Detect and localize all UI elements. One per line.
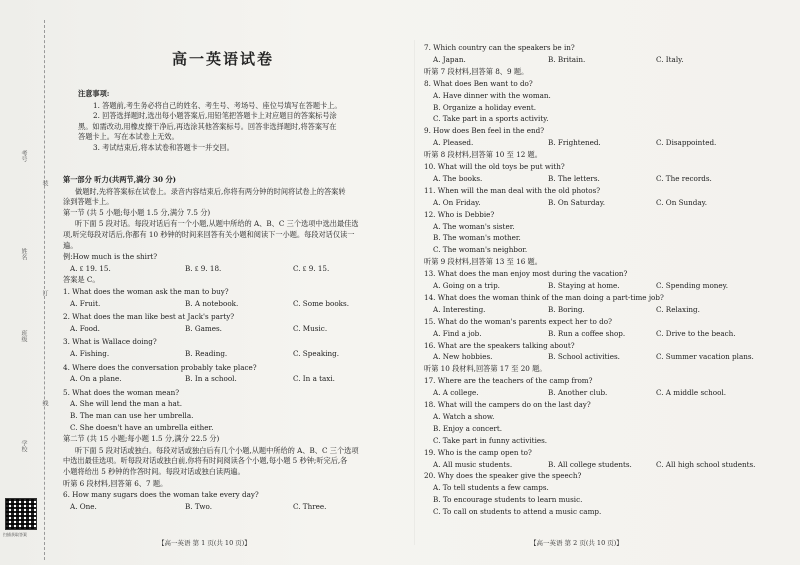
question-option: A. Food. <box>70 323 100 333</box>
question-option: C. On Sunday. <box>656 197 708 207</box>
question-option: C. Take part in a sports activity. <box>433 114 549 124</box>
question-option: C. Some books. <box>293 298 350 308</box>
section2-intro-line: 小题将给出 5 秒钟的作答时间。每段对话或独白读两遍。 <box>63 467 245 476</box>
question-text: 19. Who is the camp open to? <box>424 447 532 457</box>
question-option: A. On Friday. <box>433 197 481 207</box>
question-option: C. In a taxi. <box>293 374 335 384</box>
part1-heading: 第一部分 听力(共两节,满分 30 分) <box>63 175 177 184</box>
question-option: C. Speaking. <box>293 349 340 358</box>
question-option: B. Organize a holiday event. <box>433 102 537 112</box>
question-option: C. Summer vacation plans. <box>656 352 754 362</box>
question-option: A. Interesting. <box>433 304 486 314</box>
section2-heading: 第二节 (共 15 小题;每小题 1.5 分,满分 22.5 分) <box>63 434 220 444</box>
notice-line: 黑。如需改动,用橡皮擦干净后,再选涂其他答案标号。回答非选择题时,将答案写在 <box>78 121 337 131</box>
question-text: 6. How many sugars does the woman take every day? <box>63 490 259 500</box>
question-option: A. The books. <box>433 173 483 183</box>
question-option: B. Another club. <box>548 388 608 398</box>
qr-label: 扫描获取答案 <box>3 532 27 537</box>
question-text: 13. What does the man enjoy most during the vacation? <box>424 269 628 279</box>
page-title: 高一英语试卷 <box>172 50 275 68</box>
question-option: C. A middle school. <box>656 388 727 398</box>
question-text: 8. What does Ben want to do? <box>424 78 533 88</box>
sidebar-label-name: 姓名 <box>20 248 27 260</box>
question-option: B. A notebook. <box>185 298 239 308</box>
question-text: 12. Who is Debbie? <box>424 209 495 219</box>
sidebar-label-school: 学校 <box>20 440 27 452</box>
question-option: C. To call on students to attend a music camp. <box>433 507 602 517</box>
section2-intro-line: 中选出最佳选项。听每段对话或独白前,你将有时间阅读各个小题,每小题 5 秒钟;听完后,各 <box>63 456 348 466</box>
sidebar-mark-3: 线 <box>41 400 48 406</box>
question-option: A. Fruit. <box>70 298 101 308</box>
question-option: A. She will lend the man a hat. <box>70 399 182 409</box>
example-option: C. ₤ 9. 15. <box>293 263 330 273</box>
sidebar-mark-1: 装 <box>41 180 48 186</box>
question-text: 4. Where does the conversation probably take place? <box>63 362 257 372</box>
question-option: B. Two. <box>185 501 213 511</box>
dialog-note: 听第 8 段材料,回答第 10 至 12 题。 <box>424 150 542 160</box>
question-text: 10. What will the old toys be put with? <box>424 162 565 171</box>
question-option: A. On a plane. <box>70 374 122 384</box>
question-text: 9. How does Ben feel in the end? <box>424 126 545 136</box>
question-option: A. All music students. <box>433 459 513 469</box>
question-option: B. Run a coffee shop. <box>548 328 626 338</box>
question-option: B. The woman's mother. <box>433 233 521 243</box>
question-option: C. She doesn't have an umbrella either. <box>70 422 214 432</box>
column-divider <box>414 40 415 545</box>
question-option: A. Watch a show. <box>433 411 495 421</box>
question-text: 7. Which country can the speakers be in? <box>424 43 575 52</box>
question-option: C. Disappointed. <box>656 138 717 148</box>
question-option: B. On Saturday. <box>548 197 606 207</box>
notice-line: 1. 答题前,考生务必将自己的姓名、考生号、考场号、座位号填写在答题卡上。 <box>93 100 342 110</box>
dialog-note: 听第 7 段材料,回答第 8、9 题。 <box>424 66 529 76</box>
question-option: B. Frightened. <box>548 138 601 148</box>
question-option: A. The woman's sister. <box>433 221 515 231</box>
question-option: B. Games. <box>185 323 222 333</box>
question-option: A. Pleased. <box>433 138 474 148</box>
question-text: 5. What does the woman mean? <box>63 387 180 397</box>
sidebar-mark-2: 订 <box>41 290 48 296</box>
question-option: A. Japan. <box>433 54 466 64</box>
question-option: C. The records. <box>656 173 712 183</box>
notice-line: 2. 回答选择题时,选出每小题答案后,用铅笔把答题卡上对应题目的答案标号涂 <box>93 111 337 121</box>
sidebar-label-exam-number: 考号 <box>20 150 27 162</box>
question-option: C. Take part in funny activities. <box>433 435 548 445</box>
section1-intro-line: 项,听完每段对话后,你都有 10 秒钟的时间来回答有关小题和阅读下一小题。每段对话仅读一 <box>63 230 355 239</box>
notice-line: 3. 考试结束后,将本试卷和答题卡一并交回。 <box>93 143 234 152</box>
part1-intro-line: 涂到答题卡上。 <box>63 197 114 207</box>
question-text: 20. Why does the speaker give the speech? <box>424 471 582 481</box>
question-option: C. Spending money. <box>656 281 729 290</box>
question-option: B. School activities. <box>548 352 620 362</box>
question-option: A. Find a job. <box>433 328 482 338</box>
question-option: C. The woman's neighbor. <box>433 245 528 255</box>
dialog-note: 听第 9 段材料,回答第 13 至 16 题。 <box>424 257 542 267</box>
question-option: C. Three. <box>293 501 327 511</box>
question-text: 18. What will the campers do on the last day? <box>424 400 591 409</box>
section2-intro-line: 听下面 5 段对话或独白。每段对话或独白后有几个小题,从题中所给的 A、B、C 三个选项 <box>75 445 359 455</box>
part1-intro-line: 做题时,先将答案标在试卷上。录音内容结束后,你将有两分钟的时间将试卷上的答案转 <box>75 186 346 196</box>
question-option: B. Britain. <box>548 54 586 64</box>
question-option: B. All college students. <box>548 459 632 469</box>
question-text: 16. What are the speakers talking about? <box>424 340 575 350</box>
example-question: 例:How much is the shirt? <box>63 252 158 262</box>
question-option: B. Enjoy a concert. <box>433 423 503 433</box>
section1-intro-line: 听下面 5 段对话。每段对话后有一个小题,从题中所给的 A、B、C 三个选项中选出最佳选 <box>75 219 359 229</box>
question-text: 2. What does the man like best at Jack's party? <box>63 312 235 322</box>
question-option: A. A college. <box>433 388 479 398</box>
question-text: 1. What does the woman ask the man to buy? <box>63 287 229 296</box>
question-option: C. Drive to the beach. <box>656 328 736 338</box>
question-option: B. The man can use her umbrella. <box>70 411 194 420</box>
question-text: 17. Where are the teachers of the camp from? <box>424 376 593 386</box>
notice-heading: 注意事项: <box>78 89 110 98</box>
question-text: 3. What is Wallace doing? <box>63 337 157 347</box>
question-text: 14. What does the woman think of the man doing a part-time job? <box>424 292 664 302</box>
question-option: A. Have dinner with the woman. <box>433 90 551 100</box>
example-answer: 答案是 C。 <box>63 275 100 285</box>
dialog-note: 听第 10 段材料,回答第 17 至 20 题。 <box>424 364 547 374</box>
question-option: A. Fishing. <box>70 349 110 358</box>
notice-line: 答题卡上。写在本试卷上无效。 <box>78 132 179 142</box>
question-option: B. In a school. <box>185 374 237 384</box>
question-option: C. Music. <box>293 323 328 333</box>
question-option: B. Staying at home. <box>548 281 620 290</box>
section1-heading: 第一节 (共 5 小题;每小题 1.5 分,满分 7.5 分) <box>63 207 211 217</box>
question-option: C. Relaxing. <box>656 304 700 314</box>
question-text: 11. When will the man deal with the old photos? <box>424 185 601 195</box>
question-option: A. To tell students a few camps. <box>433 483 549 493</box>
question-option: B. The letters. <box>548 173 600 183</box>
question-option: A. One. <box>70 501 97 511</box>
question-option: A. New hobbies. <box>433 352 493 362</box>
question-option: B. Reading. <box>185 349 228 358</box>
footer-left: 【高一英语 第 1 页(共 10 页)】 <box>158 539 251 547</box>
question-option: C. All high school students. <box>656 459 756 469</box>
footer-right: 【高一英语 第 2 页(共 10 页)】 <box>530 539 623 547</box>
question-option: A. Going on a trip. <box>433 281 500 290</box>
question-option: C. Italy. <box>656 54 684 64</box>
sidebar-label-class: 班级 <box>20 330 27 342</box>
example-option: B. ₤ 9. 18. <box>185 263 222 273</box>
qr-code <box>5 498 37 530</box>
dialog-note: 听第 6 段材料,回答第 6、7 题。 <box>63 478 168 488</box>
question-option: B. Boring. <box>548 304 585 314</box>
example-option: A. ₤ 19. 15. <box>70 263 111 273</box>
question-text: 15. What do the woman's parents expect her to do? <box>424 316 612 326</box>
question-option: B. To encourage students to learn music. <box>433 495 583 505</box>
section1-intro-line: 遍。 <box>63 240 78 250</box>
